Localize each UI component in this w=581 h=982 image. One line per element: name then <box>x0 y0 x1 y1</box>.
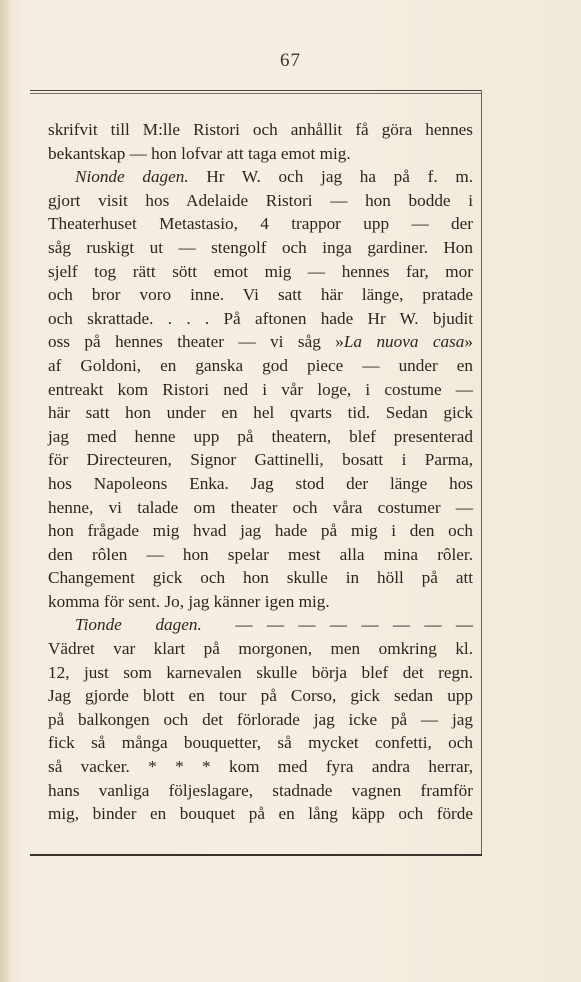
text-line: Vädret var klart på morgonen, men omkring kl. <box>48 639 473 659</box>
page-gutter <box>0 0 10 982</box>
text-line: Changement gick och hon skulle in höll på att <box>48 568 473 588</box>
text-line: sjelf tog rätt sött emot mig — hennes far, mor <box>48 261 473 281</box>
dash-rule: — — — — — — — — <box>235 615 473 635</box>
top-rule <box>30 90 482 91</box>
bottom-rule <box>30 854 482 856</box>
text-line <box>48 165 473 189</box>
text-line: entreakt kom Ristori ned i vår loge, i costume — <box>48 379 473 399</box>
right-rule <box>481 90 482 856</box>
page-number: 67 <box>280 50 301 71</box>
text-line <box>48 330 473 354</box>
text-line: hans vanliga följeslagare, stadnade vagnen framför <box>48 780 473 800</box>
text-line: den rôlen — hon spelar mest alla mina rôler. <box>48 544 473 564</box>
text-line: skrifvit till M:lle Ristori och anhållit få göra hennes <box>48 120 473 139</box>
text-line: Jag gjorde blott en tour på Corso, gick sedan upp <box>48 686 473 706</box>
play-title: La nuova casa <box>343 332 465 352</box>
text-line: här satt hon under en hel qvarts tid. Sedan gick <box>48 403 473 423</box>
text-line <box>48 613 473 637</box>
text-line: på balkongen och det förlorade jag icke på — jag <box>48 709 473 729</box>
day-heading: Nionde dagen. <box>75 167 189 187</box>
text-line: så vacker. * * * kom med fyra andra herrar, <box>48 757 473 777</box>
text-line: och bror voro inne. Vi satt här länge, pratade <box>48 285 473 305</box>
text-line: såg ruskigt ut — stengolf och inga gardiner. Hon <box>48 237 473 257</box>
text-line: hos Napoleons Enka. Jag stod der länge hos <box>48 473 473 493</box>
text-line: hon frågade mig hvad jag hade på mig i den och <box>48 521 473 541</box>
text-fragment: oss på hennes theater — vi såg » <box>48 332 344 352</box>
day-heading: Tionde dagen. <box>75 615 202 635</box>
text-line: gjort visit hos Adelaide Ristori — hon bodde i <box>48 190 473 210</box>
text-line: fick så många bouquetter, så mycket confetti, och <box>48 733 473 753</box>
text-line: för Directeuren, Signor Gattinelli, bosatt i Parma, <box>48 450 473 470</box>
text-line: och skrattade. . . . På aftonen hade Hr W. bjudit <box>48 308 473 328</box>
text-fragment: Hr W. och jag ha på f. m. <box>206 167 473 187</box>
text-line: henne, vi talade om theater och våra costumer — <box>48 497 473 517</box>
text-fragment <box>202 615 236 634</box>
top-rule-inner <box>30 93 482 94</box>
text-line: 12, just som karnevalen skulle börja blef det regn. <box>48 662 473 682</box>
text-fragment: » <box>464 332 473 352</box>
text-line: af Goldoni, en ganska god piece — under en <box>48 355 473 375</box>
text-line: mig, binder en bouquet på en lång käpp och förde <box>48 804 473 824</box>
text-line: komma för sent. Jo, jag känner igen mig. <box>48 591 330 611</box>
text-fragment <box>189 167 207 186</box>
text-line: Theaterhuset Metastasio, 4 trappor upp — der <box>48 214 473 234</box>
body-text <box>48 118 473 826</box>
text-line: jag med henne upp på theatern, blef presenterad <box>48 426 473 446</box>
text-frame <box>30 90 482 856</box>
text-line: bekantskap — hon lofvar att taga emot mig. <box>48 143 351 163</box>
